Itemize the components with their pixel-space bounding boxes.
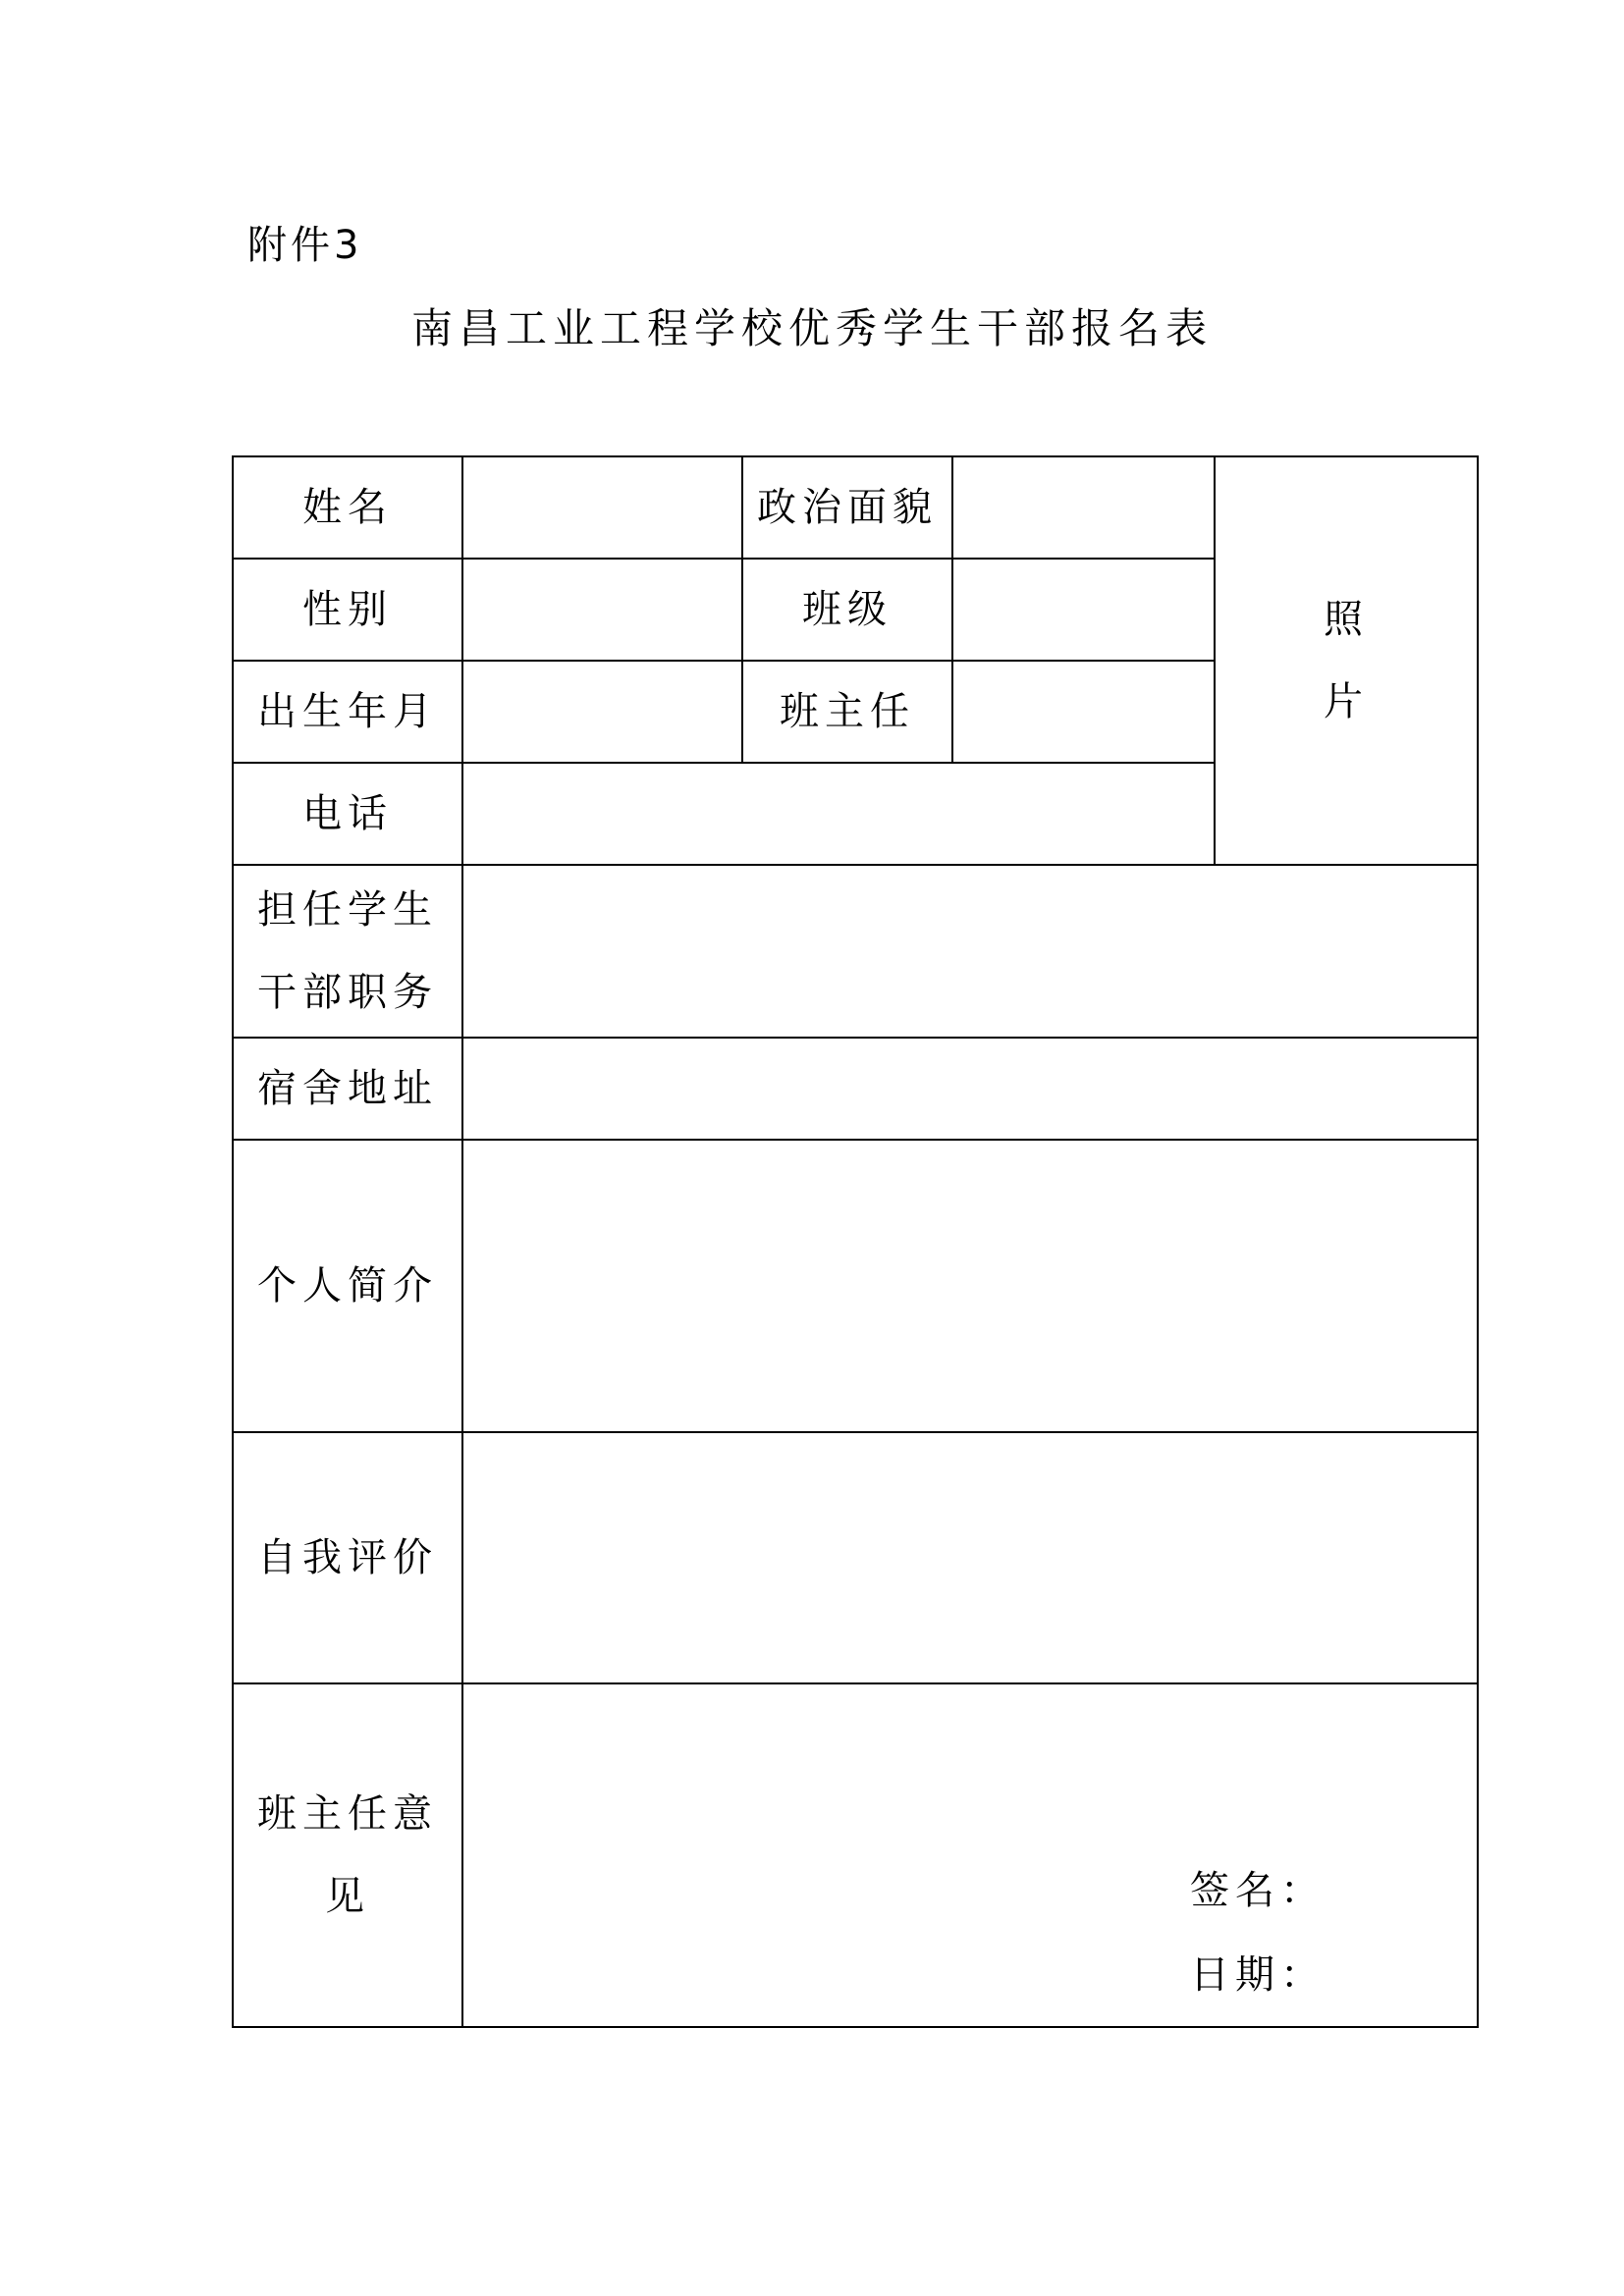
head-teacher-opinion-field[interactable] xyxy=(462,1683,1478,2027)
class-label: 班级 xyxy=(742,559,952,661)
photo-label-1: 照 xyxy=(1324,597,1369,642)
attachment-label: 附件3 xyxy=(247,223,363,268)
birth-date-label: 出生年月 xyxy=(233,661,462,763)
gender-label: 性别 xyxy=(233,559,462,661)
personal-intro-field[interactable] xyxy=(462,1140,1478,1432)
head-teacher-opinion-label xyxy=(233,1683,462,2027)
birth-date-field[interactable] xyxy=(462,661,742,763)
political-status-field[interactable] xyxy=(952,456,1215,559)
personal-intro-label: 个人简介 xyxy=(233,1140,462,1432)
phone-field[interactable] xyxy=(462,763,1215,865)
cadre-position-label-line-2: 干部职务 xyxy=(257,970,438,1015)
photo-label-2: 片 xyxy=(1324,679,1369,724)
signature-label: 签名： xyxy=(1190,1868,1326,1913)
head-teacher-opinion-label-line-2: 见 xyxy=(325,1874,370,1919)
name-field[interactable] xyxy=(462,456,742,559)
head-teacher-label: 班主任 xyxy=(742,661,952,763)
self-evaluation-label: 自我评价 xyxy=(233,1432,462,1683)
gender-field[interactable] xyxy=(462,559,742,661)
cadre-position-field[interactable] xyxy=(462,865,1478,1038)
registration-form-table xyxy=(232,455,1479,2028)
cadre-position-label-line-1: 担任学生 xyxy=(257,887,438,933)
head-teacher-field[interactable] xyxy=(952,661,1215,763)
political-status-label: 政治面貌 xyxy=(742,456,952,559)
page-title: 南昌工业工程学校优秀学生干部报名表 xyxy=(410,304,1213,352)
phone-label: 电话 xyxy=(233,763,462,865)
dorm-address-label: 宿舍地址 xyxy=(233,1038,462,1140)
photo-field[interactable] xyxy=(1215,456,1478,865)
name-label: 姓名 xyxy=(233,456,462,559)
class-field[interactable] xyxy=(952,559,1215,661)
cadre-position-label xyxy=(233,865,462,1038)
self-evaluation-field[interactable] xyxy=(462,1432,1478,1683)
dorm-address-field[interactable] xyxy=(462,1038,1478,1140)
head-teacher-opinion-label-line-1: 班主任意 xyxy=(257,1791,438,1837)
date-label: 日期： xyxy=(1190,1952,1326,1998)
